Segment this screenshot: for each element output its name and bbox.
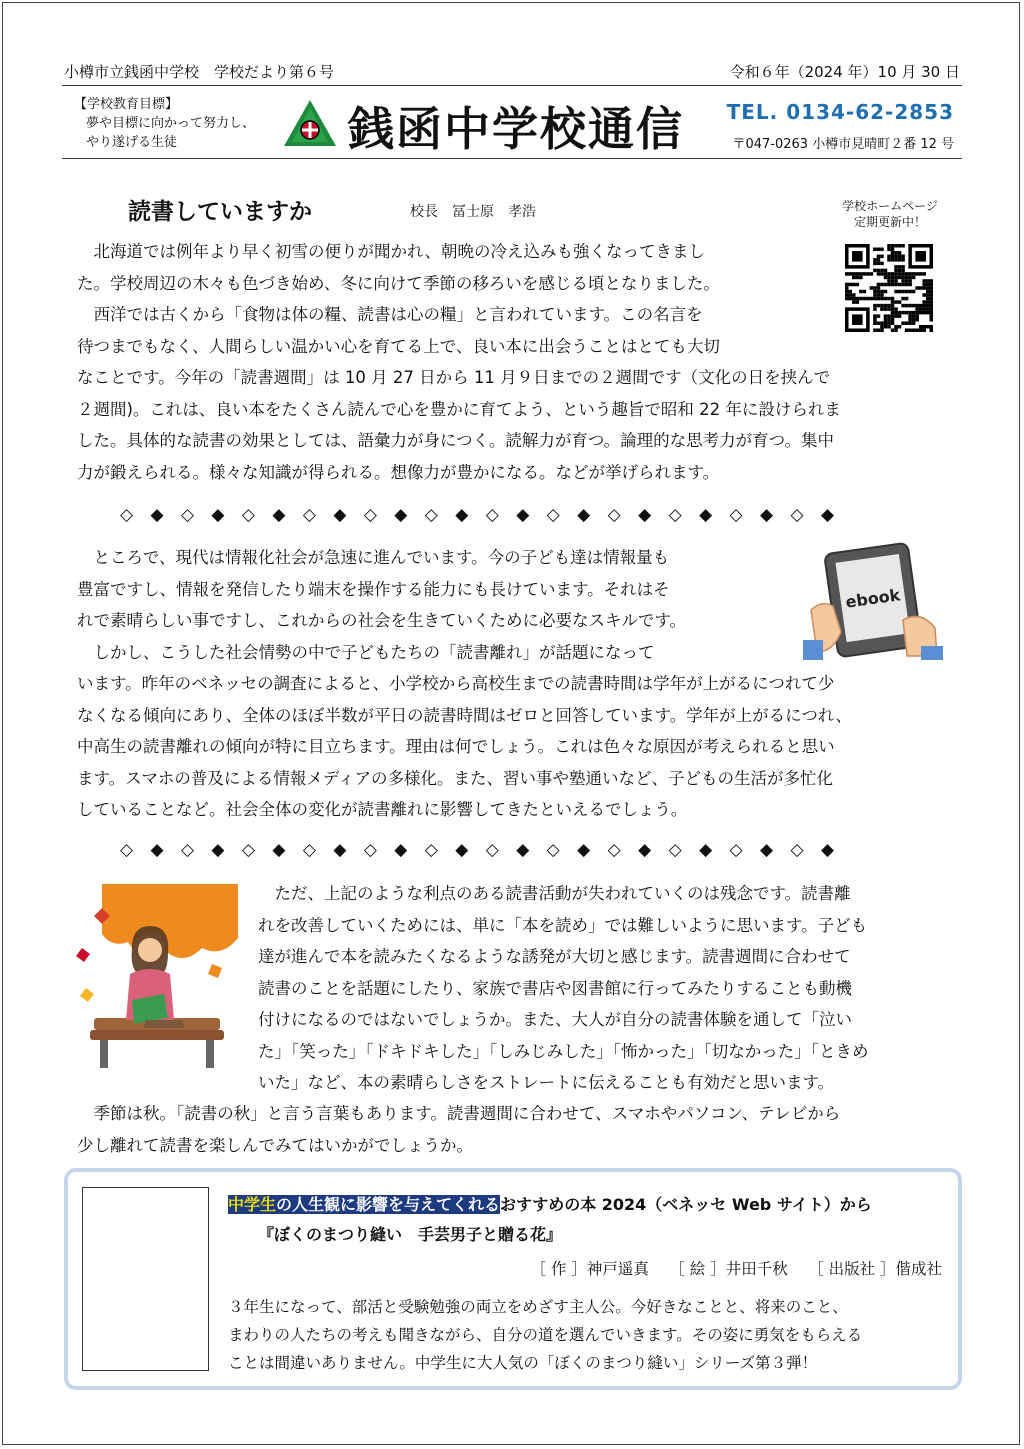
goal-line-1: 夢や目標に向かって努力し、 — [86, 116, 256, 131]
paragraph-4 — [77, 1098, 947, 1161]
text-line: 力が鍛えられる。様々な知識が得られる。想像力が豊かになる。などが挙げられます。 — [77, 462, 720, 482]
text-line: ただ、上記のような利点のある読書活動が失われていくのは残念です。読書離 — [258, 884, 851, 903]
header-divider-bottom — [62, 158, 962, 159]
text-line: 待つまでもなく、人間らしい温かい心を育てる上で、良い本に出会うことはとても大切 — [77, 336, 720, 356]
header-divider-top — [62, 85, 962, 86]
address: 〒047-0263 小樽市見晴町２番 12 号 — [732, 137, 954, 152]
highlight — [228, 1195, 500, 1214]
paragraph-1 — [77, 236, 947, 488]
qr-caption — [820, 198, 960, 230]
text-line: た。学校周辺の木々も色づき始め、冬に向けて季節の移ろいを感じる頃となりました。 — [77, 273, 720, 293]
paragraph-3 — [258, 878, 948, 1099]
ebook-label: ebook — [844, 585, 902, 612]
text-line: ところで、現代は情報化社会が急速に進んでいます。今の子ども達は情報量も — [77, 548, 670, 567]
text-line: 少し離れて読書を楽しんでみてはいかがでしょうか。 — [77, 1135, 473, 1155]
qr-caption-line: 定期更新中！ — [853, 215, 926, 229]
school-emblem-icon — [282, 98, 338, 148]
text-line: 達が進んで本を読みたくなるような誘発が大切と感じます。読書週間に合わせて — [258, 947, 851, 966]
autumn-reader-illustration — [72, 878, 242, 1073]
highlight-white: の人生観に影響を与えてくれる — [276, 1195, 501, 1214]
text-line: た」「笑った」「ドキドキした」「しみじみした」「怖かった」「切なかった」「ときめ — [258, 1041, 869, 1061]
text-line: 付けになるのではないでしょうか。また、大人が自分の読書体験を通して「泣い — [258, 1010, 852, 1029]
goal-label: 【学校教育目標】 — [74, 97, 179, 112]
text-line: います。昨年のベネッセの調査によると、小学校から高校生までの読書時間は学年が上がるにつれて少 — [77, 674, 835, 693]
text-line: していることなど。社会全体の変化が読書離れに影響してきたといえるでしょう。 — [77, 800, 688, 819]
text-line: ます。スマホの普及による情報メディアの多様化。また、習い事や塾通いなど、子どもの生活が多忙化 — [77, 768, 834, 788]
text-line: なことです。今年の「読書週間」は 10 月 27 日から 11 月９日までの２週間です（文化の日を挟んで — [77, 368, 831, 387]
text-line: れで素晴らしい事ですし、これからの社会を生きていくために必要なスキルです。 — [77, 611, 687, 630]
goal-line-2: やり遂げる生徒 — [86, 135, 178, 150]
text-line: ２週間)。これは、良い本をたくさん読んで心を豊かに育てよう、という趣旨で昭和 22 年に設けられま — [77, 399, 841, 419]
text-line: 北海道では例年より早く初雪の便りが聞かれ、朝晩の冷え込みも強くなってきまし — [77, 242, 705, 261]
text-line: ３年生になって、部活と受験勉強の両立をめざす主人公。今好きなことと、将来のこと、 — [228, 1298, 848, 1316]
paragraph-2 — [77, 542, 947, 826]
diamond-separator: ◇ ◆ ◇ ◆ ◇ ◆ ◇ ◆ ◇ ◆ ◇ ◆ ◇ ◆ ◇ ◆ ◇ ◆ ◇ ◆ ◇ ◆ ◇ ◆ — [120, 840, 841, 860]
school-goal — [74, 95, 284, 152]
text-line: 読書のことを話題にしたり、家族で書店や図書館に行ってみたりすることも動機 — [258, 978, 852, 998]
book-credits: ［ 作 ］神戸遥真 ［ 絵 ］井田千秋 ［ 出版社 ］偕成社 — [530, 1260, 942, 1278]
text-line: 中高生の読書離れの傾向が特に目立ちます。理由は何でしょう。これは色々な原因が考えられると思い — [77, 737, 835, 756]
telephone: TEL. 0134-62-2853 — [726, 100, 954, 124]
text-line: した。具体的な読書の効果としては、語彙力が身につく。読解力が育つ。論理的な思考力が育つ。集中 — [77, 431, 835, 450]
recommendation-source: おすすめの本 2024（ベネッセ Web サイト）から — [500, 1195, 872, 1214]
diamond-separator: ◇ ◆ ◇ ◆ ◇ ◆ ◇ ◆ ◇ ◆ ◇ ◆ ◇ ◆ ◇ ◆ ◇ ◆ ◇ ◆ ◇ ◆ ◇ ◆ — [120, 505, 841, 525]
recommendation-heading — [228, 1192, 872, 1215]
text-line: 季節は秋。「読書の秋」と言う言葉もあります。読書週間に合わせて、スマホやパソコン、テレビから — [77, 1104, 841, 1123]
text-line: いた」など、本の素晴らしさをストレートに伝えることも有効だと思います。 — [258, 1073, 835, 1092]
highlight-yellow: 中学生 — [228, 1195, 277, 1214]
article-title: 読書していますか — [128, 199, 312, 225]
text-line: 豊富ですし、情報を発信したり端末を操作する能力にも長けています。それはそ — [77, 579, 670, 599]
text-line: ことは間違いありません。中学生に大人気の「ぼくのまつり縫い」シリーズ第３弾！ — [228, 1354, 818, 1372]
newsletter-title: 銭函中学校通信 — [348, 102, 684, 156]
text-line: まわりの人たちの考えも聞きながら、自分の道を選んでいきます。その姿に勇気をもらえる — [228, 1326, 863, 1344]
text-line: なくなる傾向にあり、全体のほぼ半数が平日の読書時間はゼロと回答しています。学年が上がるにつれ、 — [77, 705, 852, 725]
book-description — [228, 1293, 948, 1377]
school-issue: 小樽市立銭函中学校 学校だより第６号 — [64, 63, 335, 81]
book-cover-placeholder — [82, 1187, 209, 1371]
text-line: 西洋では古くから「食物は体の糧、読書は心の糧」と言われています。この名言を — [77, 305, 703, 324]
text-line: れを改善していくためには、単に「本を読め」では難しいように思います。子ども — [258, 915, 868, 935]
issue-date: 令和６年（2024 年）10 月 30 日 — [729, 63, 960, 81]
book-title: 『ぼくのまつり縫い 手芸男子と贈る花』 — [258, 1225, 563, 1244]
text-line: しかし、こうした社会情勢の中で子どもたちの「読書離れ」が話題になって — [77, 642, 655, 662]
article-author: 校長 冨士原 孝浩 — [410, 204, 536, 220]
qr-caption-line: 学校ホームページ — [842, 199, 938, 213]
